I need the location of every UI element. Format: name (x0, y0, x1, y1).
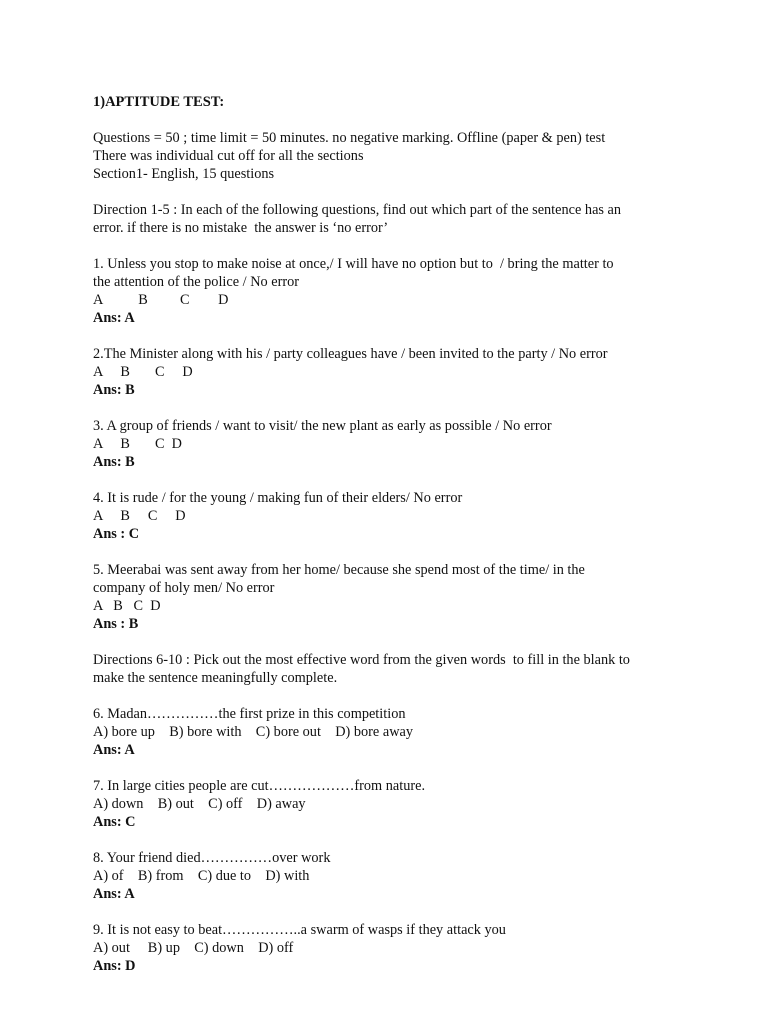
question-7 (93, 777, 733, 831)
question-answer: Ans: B (93, 454, 135, 470)
question-options: A) out B) up C) down D) off (93, 940, 294, 956)
question-options: A B C D (93, 598, 161, 614)
question-3 (93, 417, 733, 471)
question-text: 5. Meerabai was sent away from her home/ because she spend most of the time/ in the (93, 562, 585, 578)
question-answer: Ans : B (93, 616, 139, 632)
question-text: 1. Unless you stop to make noise at once,/ I will have no option but to / bring the matter to (93, 256, 614, 272)
question-answer: Ans: A (93, 310, 135, 326)
question-text: 9. It is not easy to beat……………..a swarm of wasps if they attack you (93, 922, 506, 938)
question-answer: Ans: A (93, 742, 135, 758)
spacer (93, 327, 733, 345)
question-text: 2.The Minister along with his / party colleagues have / been invited to the party / No error (93, 346, 608, 362)
question-options: A) bore up B) bore with C) bore out D) bore away (93, 724, 414, 740)
question-6 (93, 705, 733, 759)
question-answer: Ans: C (93, 814, 136, 830)
question-answer: Ans: D (93, 958, 136, 974)
direction-text: Directions 6-10 : Pick out the most effective word from the given words to fill in the blank to (93, 652, 630, 668)
question-text: 7. In large cities people are cut………………from nature. (93, 778, 426, 794)
question-options: A B C D (93, 508, 186, 524)
question-options: A B C D (93, 436, 182, 452)
question-options: A B C D (93, 364, 193, 380)
question-options: A B C D (93, 292, 229, 308)
direction-text: Direction 1-5 : In each of the following questions, find out which part of the sentence has an (93, 202, 622, 218)
direction-text: error. if there is no mistake the answer is ‘no error’ (93, 220, 389, 236)
spacer (93, 759, 733, 777)
question-answer: Ans: A (93, 886, 135, 902)
question-2 (93, 345, 733, 399)
intro-line: Questions = 50 ; time limit = 50 minutes. no negative marking. Offline (paper & pen) test (93, 130, 606, 146)
spacer (93, 687, 733, 705)
question-5 (93, 561, 733, 633)
spacer (93, 831, 733, 849)
question-text: 3. A group of friends / want to visit/ the new plant as early as possible / No error (93, 418, 552, 434)
question-text: 6. Madan……………the first prize in this competition (93, 706, 406, 722)
spacer (93, 237, 733, 255)
spacer (93, 543, 733, 561)
spacer (93, 183, 733, 201)
direction-text: make the sentence meaningfully complete. (93, 670, 338, 686)
question-8 (93, 849, 733, 903)
spacer (93, 471, 733, 489)
spacer (93, 633, 733, 651)
question-1 (93, 255, 733, 327)
spacer (93, 111, 733, 129)
intro-line: There was individual cut off for all the sections (93, 148, 364, 164)
question-text: company of holy men/ No error (93, 580, 275, 596)
intro-line: Section1- English, 15 questions (93, 166, 275, 182)
question-9 (93, 921, 733, 975)
document-title: 1)APTITUDE TEST: (93, 94, 225, 110)
document-page (93, 93, 733, 975)
spacer (93, 903, 733, 921)
spacer (93, 399, 733, 417)
question-text: the attention of the police / No error (93, 274, 300, 290)
question-text: 8. Your friend died……………over work (93, 850, 331, 866)
question-text: 4. It is rude / for the young / making fun of their elders/ No error (93, 490, 463, 506)
question-options: A) of B) from C) due to D) with (93, 868, 310, 884)
question-options: A) down B) out C) off D) away (93, 796, 306, 812)
question-answer: Ans : C (93, 526, 140, 542)
question-answer: Ans: B (93, 382, 135, 398)
question-4 (93, 489, 733, 543)
